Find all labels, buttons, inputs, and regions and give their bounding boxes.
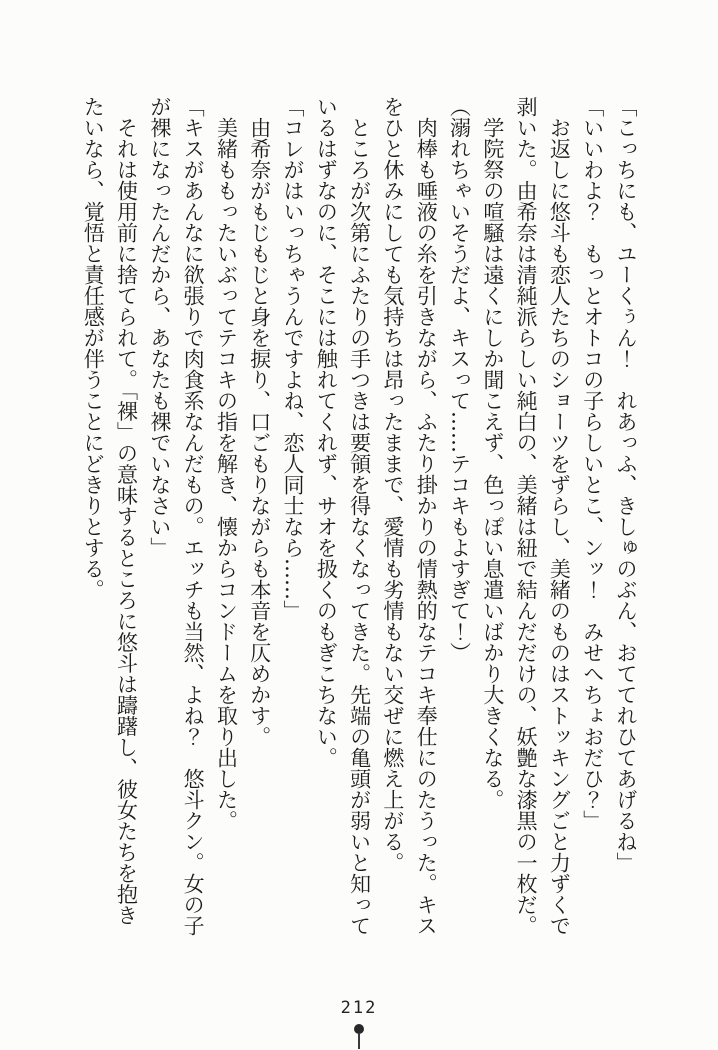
text-line: が裸になったんだから、あなたも裸でいなさい」: [147, 96, 172, 558]
ornament-stem: [358, 1033, 360, 1049]
text-line: 「こっちにも、ユーくぅん！ れあっふ、きしゅのぶん、おててれひてあげるね」: [614, 96, 638, 873]
text-line: お返しに悠斗も恋人たちのショーツをずらし、美緒のものはストッキングごと力ずくで: [547, 96, 572, 936]
text-line: 学院祭の喧騒は遠くにしか聞こえず、色っぽい息遣いばかり大きくなる。: [480, 96, 505, 810]
text-line: それは使用前に捨てられて。「裸」の意味するところに悠斗は躊躇し、彼女たちを抱き: [114, 96, 139, 926]
text-line: 美緒ももったいぶってテコキの指を解き、懐からコンドームを取り出した。: [214, 96, 239, 831]
text-line: ところが次第にふたりの手つきは要領を得なくなってきた。先端の亀頭が弱いと知って: [347, 96, 372, 936]
text-line: をひと休みにしても気持ちは昂ったままで、愛情も劣情もない交ぜに燃え上がる。: [380, 96, 405, 873]
text-line: 「コレがはいっちゃうんですよね、恋人同士なら……」: [281, 96, 306, 621]
text-line: （溺れちゃいそうだよ、キスって……テコキもよすぎて！）: [447, 96, 472, 663]
text-line: いるはずなのに、そこには触れてくれず、サオを扱くのもぎこちない。: [314, 96, 339, 768]
text-line: 「キスがあんなに欲張りで肉食系なんだもの。エッチも当然、よね？ 悠斗クン。女の子: [181, 96, 206, 936]
text-line: たいなら、覚悟と責任感が伴うことにどきりとする。: [81, 96, 106, 600]
text-line: 由希奈がもじもじと身を捩り、口ごもりながらも本音を仄めかす。: [247, 96, 272, 747]
vertical-text-block: [76, 96, 642, 982]
text-line: 剥いた。由希奈は清純派らしい純白の、美緒は紐で結んだだけの、妖艶な漆黒の一枚だ。: [514, 96, 539, 936]
page-footer: [0, 998, 718, 1050]
page-number: 212: [340, 998, 378, 1018]
text-line: 肉棒も唾液の糸を引きながら、ふたり掛かりの情熱的なテコキ奉仕にのたうった。キス: [414, 96, 439, 936]
page-dot-ornament-icon: [354, 1024, 364, 1050]
text-line: 「いいわよ？ もっとオトコの子らしいとこ、ンッ！ みせへちょおだひ？」: [580, 96, 605, 831]
